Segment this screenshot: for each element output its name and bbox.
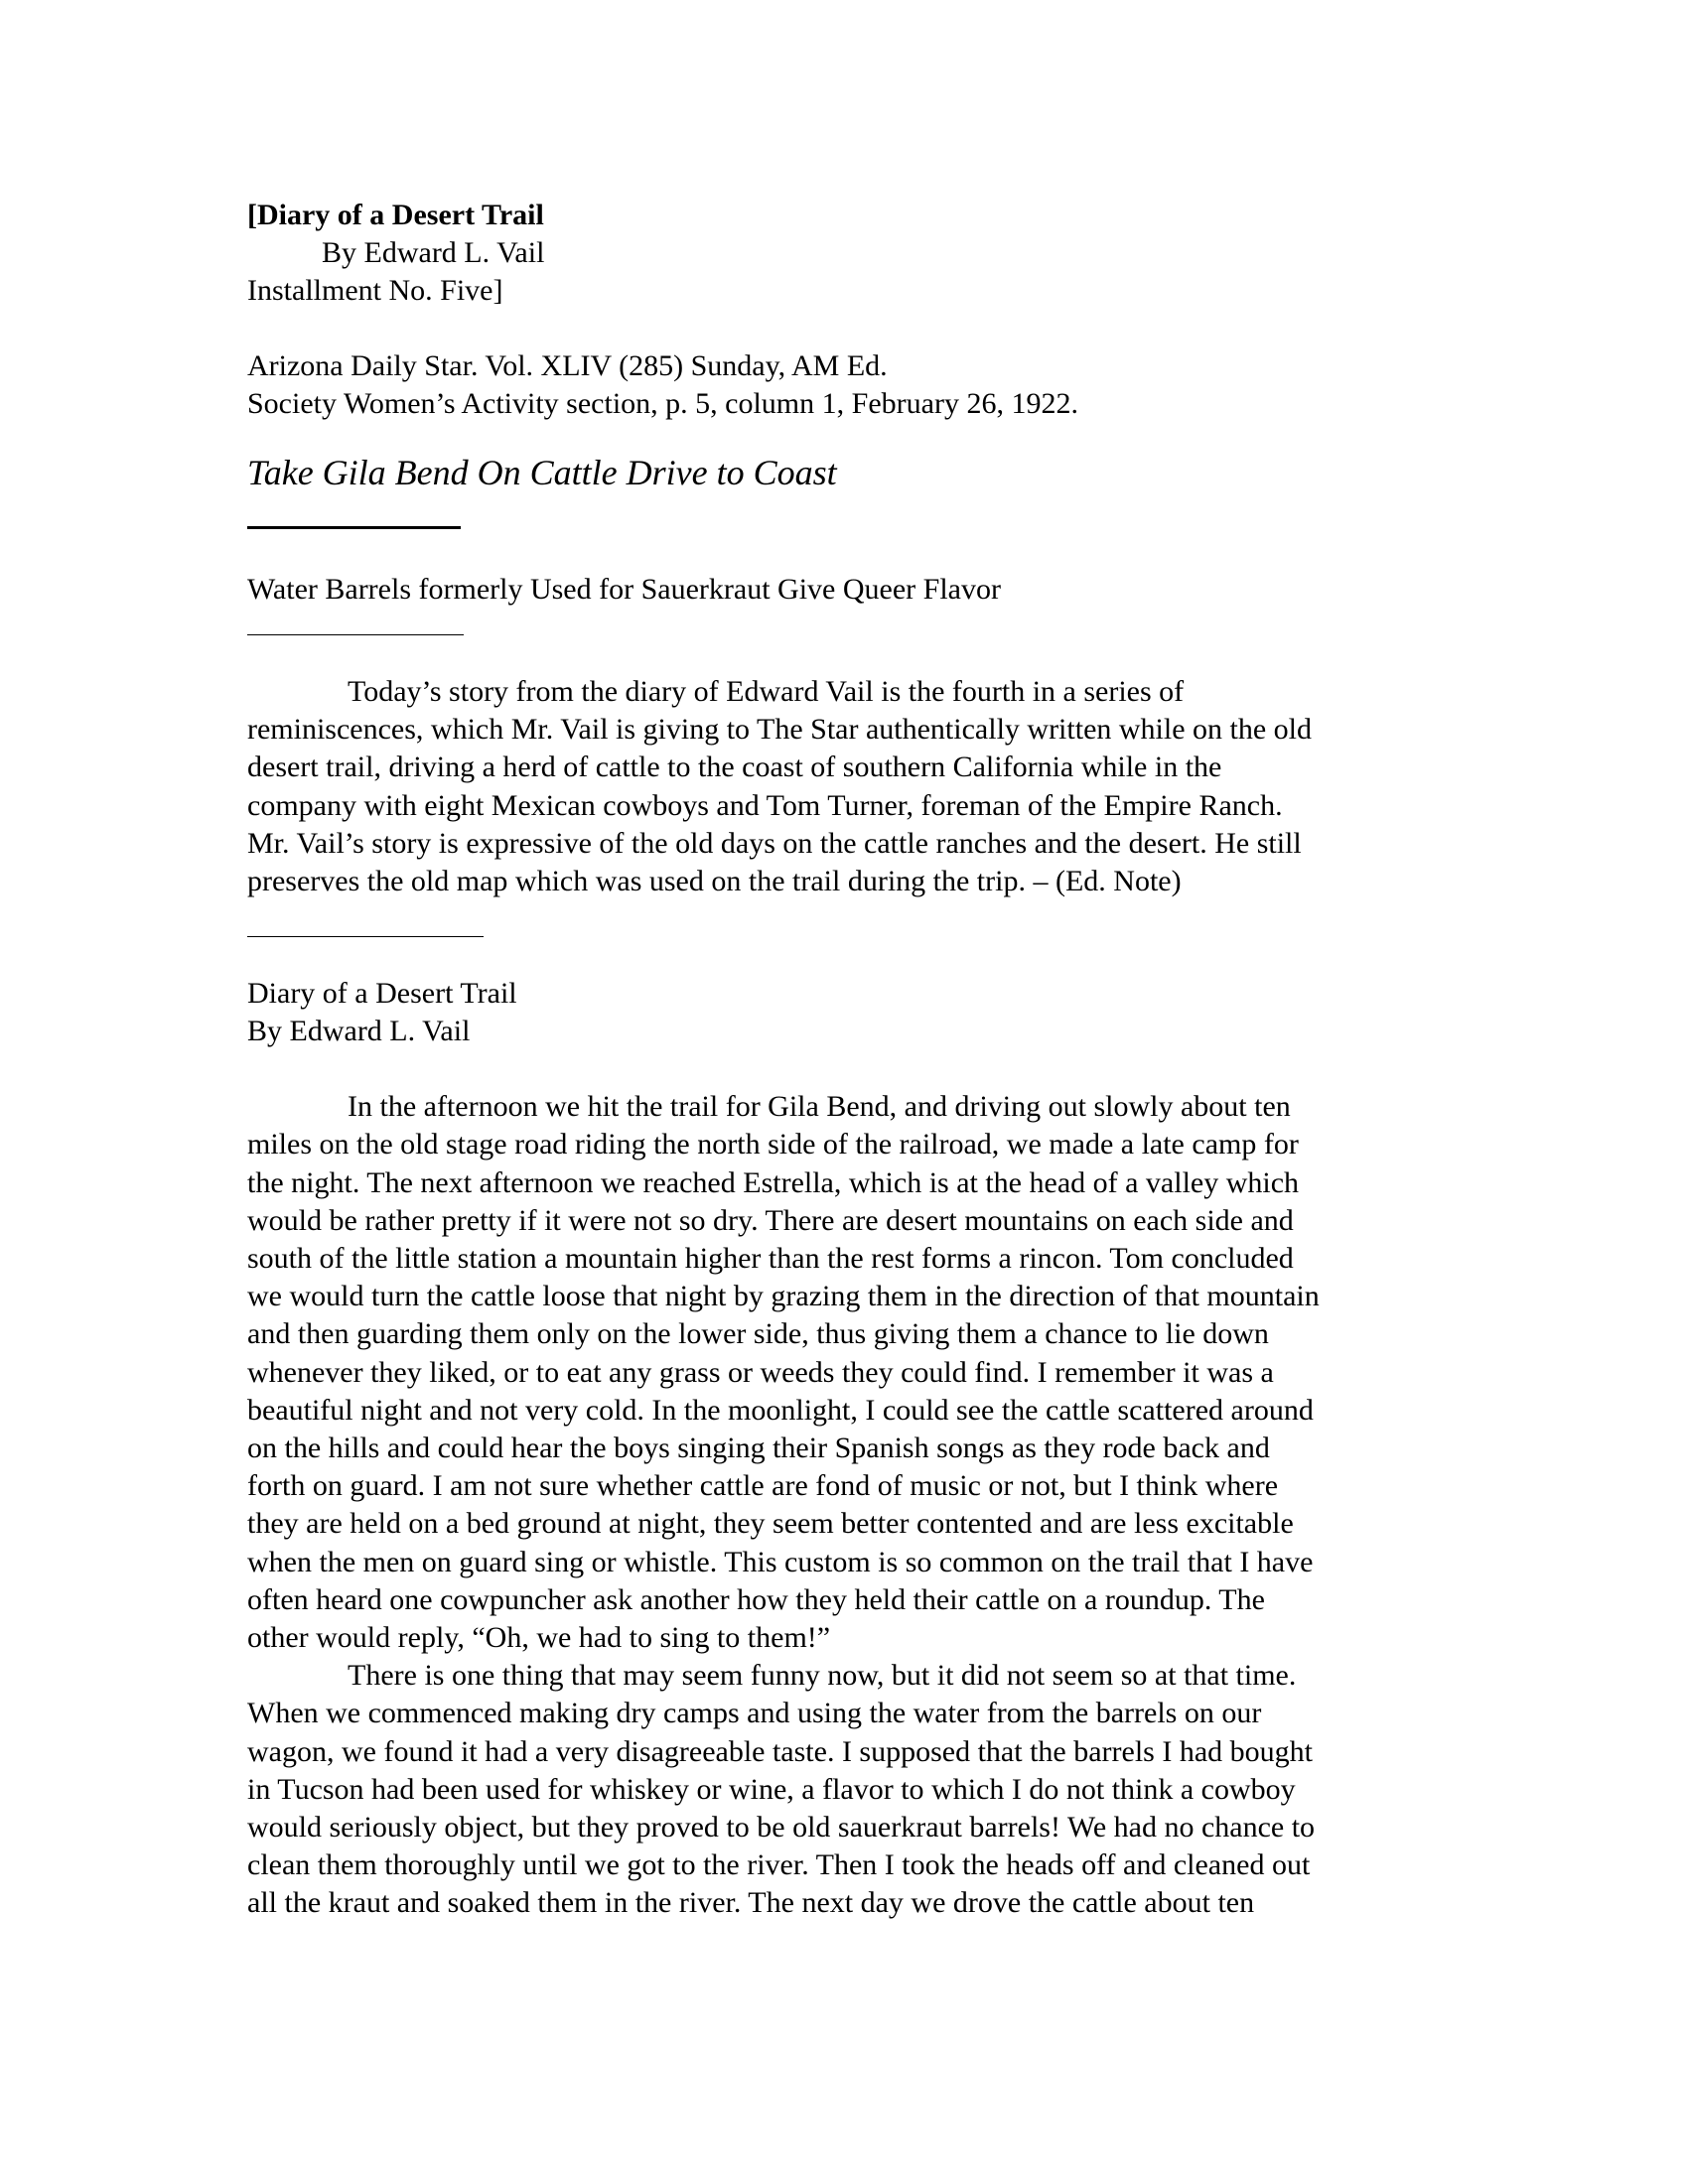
paragraph-line: in Tucson had been used for whiskey or wine, a flavor to which I do not think a cowboy: [247, 1772, 1296, 1806]
paragraph-line: south of the little station a mountain higher than the rest forms a rincon. Tom concluded: [247, 1242, 1294, 1276]
source-line-2: Society Women’s Activity section, p. 5, column 1, February 26, 1922.: [247, 387, 1078, 420]
paragraph-line: the night. The next afternoon we reached Estrella, which is at the head of a valley which: [247, 1165, 1300, 1199]
source-citation: [247, 347, 1449, 423]
editor-note-line: Today’s story from the diary of Edward Vail is the fourth in a series of: [348, 675, 1185, 708]
paragraph-line: would seriously object, but they proved to be old sauerkraut barrels! We had no chance to: [247, 1811, 1316, 1844]
header-block: [247, 197, 1449, 310]
paragraph-line: miles on the old stage road riding the north side of the railroad, we made a late camp for: [247, 1128, 1299, 1161]
header-byline: By Edward L. Vail: [322, 236, 545, 269]
article-title: Diary of a Desert Trail: [247, 977, 517, 1011]
subheadline: Water Barrels formerly Used for Sauerkraut Give Queer Flavor: [247, 573, 1001, 606]
headline: Take Gila Bend On Cattle Drive to Coast: [247, 453, 837, 492]
editor-note-line: reminiscences, which Mr. Vail is giving to The Star authentically written while on the old: [247, 713, 1313, 747]
article-heading: [247, 975, 1449, 1050]
paragraph-line: they are held on a bed ground at night, they seem better contented and are less excitable: [247, 1507, 1294, 1541]
paragraph-line: When we commenced making dry camps and using the water from the barrels on our: [247, 1697, 1262, 1730]
paragraph-line: on the hills and could hear the boys singing their Spanish songs as they rode back and: [247, 1432, 1270, 1465]
paragraph-line: would be rather pretty if it were not so dry. There are desert mountains on each side and: [247, 1203, 1294, 1237]
paragraph-line: all the kraut and soaked them in the river. The next day we drove the cattle about ten: [247, 1886, 1255, 1920]
source-line-1: Arizona Daily Star. Vol. XLIV (285) Sunday, AM Ed.: [247, 349, 888, 382]
header-title: [Diary of a Desert Trail: [247, 199, 544, 231]
editor-note-line: desert trail, driving a herd of cattle to the coast of southern California while in the: [247, 751, 1222, 784]
paragraph-line: beautiful night and not very cold. In the moonlight, I could see the cattle scattered around: [247, 1393, 1314, 1427]
paragraph-line: often heard one cowpuncher ask another how they held their cattle on a roundup. The: [247, 1582, 1265, 1616]
paragraph-line: There is one thing that may seem funny now, but it did not seem so at that time.: [348, 1659, 1297, 1693]
editor-note-line: preserves the old map which was used on the trail during the trip. – (Ed. Note): [247, 865, 1182, 898]
paragraph-line: when the men on guard sing or whistle. This custom is so common on the trail that I have: [247, 1545, 1314, 1578]
article-paragraph: [247, 1657, 1449, 1922]
paragraph-line: forth on guard. I am not sure whether cattle are fond of music or not, but I think where: [247, 1469, 1279, 1503]
paragraph-line: whenever they liked, or to eat any grass or weeds they could find. I remember it was a: [247, 1355, 1274, 1389]
paragraph-line: and then guarding them only on the lower side, thus giving them a chance to lie down: [247, 1317, 1269, 1351]
document-page: [247, 197, 1449, 1923]
installment-label: Installment No. Five]: [247, 274, 503, 307]
paragraph-line: other would reply, “Oh, we had to sing to them!”: [247, 1621, 831, 1655]
article-byline: By Edward L. Vail: [247, 1015, 471, 1048]
paragraph-line: clean them thoroughly until we got to the river. Then I took the heads off and cleaned out: [247, 1848, 1311, 1882]
editor-note-line: Mr. Vail’s story is expressive of the old days on the cattle ranches and the desert. He still: [247, 826, 1302, 860]
editor-note-line: company with eight Mexican cowboys and Tom Turner, foreman of the Empire Ranch.: [247, 788, 1283, 822]
paragraph-line: wagon, we found it had a very disagreeable taste. I supposed that the barrels I had bought: [247, 1734, 1313, 1768]
article-paragraph: [247, 1088, 1449, 1657]
paragraph-line: we would turn the cattle loose that night by grazing them in the direction of that mountain: [247, 1280, 1320, 1313]
editor-note: [247, 673, 1449, 900]
paragraph-line: In the afternoon we hit the trail for Gila Bend, and driving out slowly about ten: [348, 1090, 1291, 1124]
